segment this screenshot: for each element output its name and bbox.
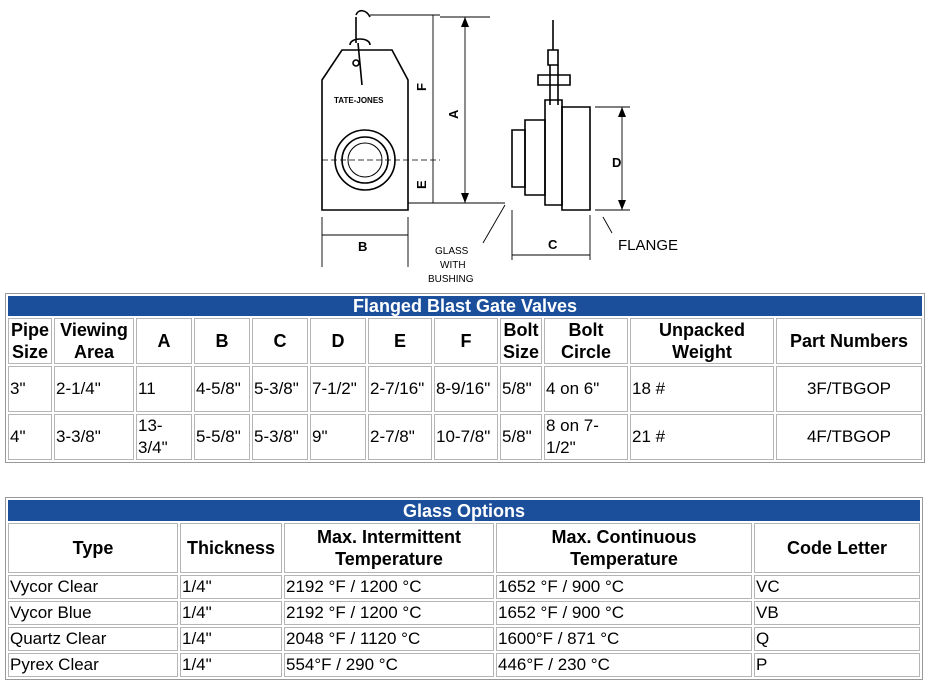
cell-f: 8-9/16" bbox=[434, 366, 498, 412]
dim-label-d: D bbox=[612, 155, 622, 170]
cell-continuous: 1600°F / 871 °C bbox=[496, 627, 752, 651]
header-type: Type bbox=[8, 523, 178, 573]
cell-thickness: 1/4" bbox=[180, 627, 282, 651]
glass-table-title: Glass Options bbox=[8, 500, 920, 521]
cell-f: 10-7/8" bbox=[434, 414, 498, 460]
header-unpacked-weight: Unpacked Weight bbox=[630, 318, 774, 364]
cell-type: Vycor Clear bbox=[8, 575, 178, 599]
valves-table bbox=[5, 293, 925, 463]
header-pipe-size: Pipe Size bbox=[8, 318, 52, 364]
cell-a: 11 bbox=[136, 366, 192, 412]
cell-b: 4-5/8" bbox=[194, 366, 250, 412]
cell-thickness: 1/4" bbox=[180, 601, 282, 625]
cell-intermittent: 2192 °F / 1200 °C bbox=[284, 601, 494, 625]
header-b: B bbox=[194, 318, 250, 364]
dim-label-b: B bbox=[358, 239, 368, 254]
dim-label-c: C bbox=[548, 237, 558, 252]
header-f: F bbox=[434, 318, 498, 364]
header-thickness: Thickness bbox=[180, 523, 282, 573]
valves-header-row bbox=[8, 318, 922, 364]
glass-options-table bbox=[5, 497, 923, 680]
dim-label-a: A bbox=[446, 109, 461, 119]
glass-header-row bbox=[8, 523, 920, 573]
cell-pipe-size: 4" bbox=[8, 414, 52, 460]
cell-e: 2-7/16" bbox=[368, 366, 432, 412]
cell-bolt-size: 5/8" bbox=[500, 414, 542, 460]
cell-type: Quartz Clear bbox=[8, 627, 178, 651]
brand-label: TATE-JONES bbox=[334, 96, 384, 105]
cell-d: 7-1/2" bbox=[310, 366, 366, 412]
dim-label-e: E bbox=[414, 180, 429, 189]
header-max-intermittent: Max. Intermittent Temperature bbox=[284, 523, 494, 573]
cell-part-number: 3F/TBGOP bbox=[776, 366, 922, 412]
cell-bolt-size: 5/8" bbox=[500, 366, 542, 412]
cell-code: P bbox=[754, 653, 920, 677]
cell-thickness: 1/4" bbox=[180, 653, 282, 677]
table-row bbox=[8, 414, 922, 460]
cell-code: VC bbox=[754, 575, 920, 599]
valves-table-title: Flanged Blast Gate Valves bbox=[8, 296, 922, 316]
cell-intermittent: 2192 °F / 1200 °C bbox=[284, 575, 494, 599]
table-row bbox=[8, 366, 922, 412]
cell-weight: 21 # bbox=[630, 414, 774, 460]
glass-label-line2: WITH bbox=[440, 260, 466, 271]
cell-continuous: 446°F / 230 °C bbox=[496, 653, 752, 677]
table-row bbox=[8, 653, 920, 677]
table-row bbox=[8, 575, 920, 599]
cell-intermittent: 2048 °F / 1120 °C bbox=[284, 627, 494, 651]
table-row bbox=[8, 601, 920, 625]
cell-c: 5-3/8" bbox=[252, 414, 308, 460]
header-bolt-size: Bolt Size bbox=[500, 318, 542, 364]
cell-viewing-area: 3-3/8" bbox=[54, 414, 134, 460]
cell-weight: 18 # bbox=[630, 366, 774, 412]
cell-part-number: 4F/TBGOP bbox=[776, 414, 922, 460]
cell-b: 5-5/8" bbox=[194, 414, 250, 460]
header-part-numbers: Part Numbers bbox=[776, 318, 922, 364]
cell-e: 2-7/8" bbox=[368, 414, 432, 460]
cell-a: 13-3/4" bbox=[136, 414, 192, 460]
cell-intermittent: 554°F / 290 °C bbox=[284, 653, 494, 677]
header-e: E bbox=[368, 318, 432, 364]
cell-code: Q bbox=[754, 627, 920, 651]
header-bolt-circle: Bolt Circle bbox=[544, 318, 628, 364]
glass-label-line1: GLASS bbox=[435, 246, 469, 257]
cell-type: Pyrex Clear bbox=[8, 653, 178, 677]
header-c: C bbox=[252, 318, 308, 364]
cell-type: Vycor Blue bbox=[8, 601, 178, 625]
cell-c: 5-3/8" bbox=[252, 366, 308, 412]
header-code-letter: Code Letter bbox=[754, 523, 920, 573]
header-viewing-area: Viewing Area bbox=[54, 318, 134, 364]
glass-label-line3: BUSHING bbox=[428, 274, 474, 285]
valve-drawing bbox=[300, 5, 720, 290]
cell-continuous: 1652 °F / 900 °C bbox=[496, 575, 752, 599]
table-row bbox=[8, 627, 920, 651]
cell-code: VB bbox=[754, 601, 920, 625]
cell-continuous: 1652 °F / 900 °C bbox=[496, 601, 752, 625]
cell-bolt-circle: 4 on 6" bbox=[544, 366, 628, 412]
cell-thickness: 1/4" bbox=[180, 575, 282, 599]
flange-label: FLANGE bbox=[618, 237, 679, 254]
header-a: A bbox=[136, 318, 192, 364]
header-max-continuous: Max. Continuous Temperature bbox=[496, 523, 752, 573]
header-d: D bbox=[310, 318, 366, 364]
cell-bolt-circle: 8 on 7-1/2" bbox=[544, 414, 628, 460]
cell-d: 9" bbox=[310, 414, 366, 460]
dim-label-f: F bbox=[414, 83, 429, 91]
cell-pipe-size: 3" bbox=[8, 366, 52, 412]
cell-viewing-area: 2-1/4" bbox=[54, 366, 134, 412]
